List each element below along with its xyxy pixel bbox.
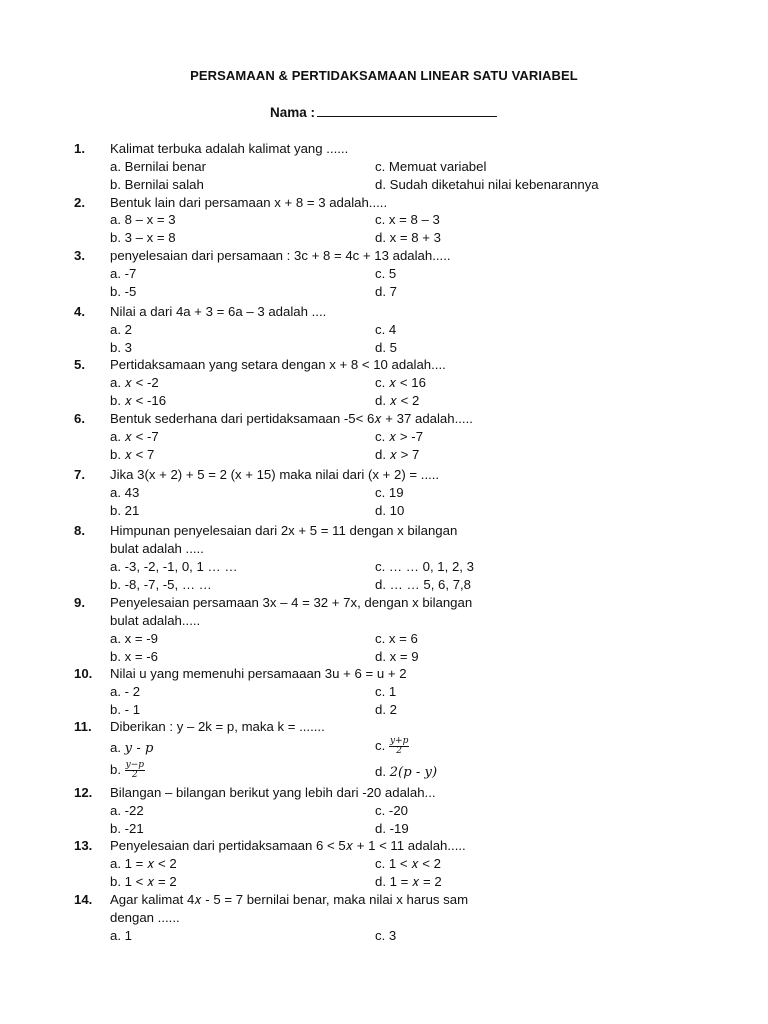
name-field [270, 104, 497, 120]
option-b: b. 𝑥 < -16 [110, 393, 167, 408]
question-number: 7. [74, 467, 85, 482]
question-stem: Bentuk lain dari persamaan x + 8 = 3 adalah..... [110, 195, 388, 210]
option-c: c. 3 [375, 928, 397, 943]
option-b-prefix: b. [110, 762, 121, 777]
question-stem: Bentuk sederhana dari pertidaksamaan -5< 6𝑥 + 37 adalah..... [110, 411, 473, 426]
option-a: a. -7 [110, 266, 137, 281]
option-b: b. -8, -7, -5, … … [110, 577, 212, 592]
option-b: b. -21 [110, 821, 144, 836]
option-d-prefix: d. [375, 764, 386, 779]
question-stem: Agar kalimat 4𝑥 - 5 = 7 bernilai benar, maka nilai x harus sam [110, 892, 469, 907]
option-a-math: 𝑦 - 𝑝 [124, 741, 154, 756]
option-b: b. 3 [110, 340, 132, 355]
question-number: 11. [74, 719, 92, 734]
fraction-numerator: 𝑦+𝑝 [389, 736, 409, 747]
option-a: a. 𝑥 < -7 [110, 429, 159, 444]
question-stem: Nilai u yang memenuhi persamaaan 3u + 6 = u + 2 [110, 666, 407, 681]
question-number: 8. [74, 523, 85, 538]
option-c: c. 1 [375, 684, 397, 699]
option-d: d. 7 [375, 284, 397, 299]
option-a: a. - 2 [110, 684, 141, 699]
question-number: 13. [74, 838, 93, 853]
question-stem: Nilai a dari 4a + 3 = 6a – 3 adalah .... [110, 304, 327, 319]
question-stem: Jika 3(x + 2) + 5 = 2 (x + 15) maka nilai dari (x + 2) = ..... [110, 467, 440, 482]
option-c: c. x = 6 [375, 631, 418, 646]
question-number: 5. [74, 357, 85, 372]
option-c: c. 19 [375, 485, 404, 500]
question-number: 10. [74, 666, 93, 681]
option-c: c. … … 0, 1, 2, 3 [375, 559, 474, 574]
question-number: 3. [74, 248, 85, 263]
question-stem-continued: dengan ...... [110, 910, 180, 925]
option-b: b. - 1 [110, 702, 141, 717]
option-d: d. 1 = 𝑥 = 2 [375, 874, 442, 889]
option-c: c. 𝑥 > -7 [375, 429, 424, 444]
option-c: c. x = 8 – 3 [375, 212, 440, 227]
fraction-numerator: 𝑦−𝑝 [125, 760, 145, 771]
question-number: 14. [74, 892, 93, 907]
option-a: a. 𝑥 < -2 [110, 375, 159, 390]
option-a: a. 8 – x = 3 [110, 212, 176, 227]
option-c: c. 4 [375, 322, 397, 337]
question-stem: Bilangan – bilangan berikut yang lebih dari -20 adalah... [110, 785, 436, 800]
option-a: a. 43 [110, 485, 140, 500]
question-stem: Kalimat terbuka adalah kalimat yang ...... [110, 141, 349, 156]
option-b: b. -5 [110, 284, 137, 299]
option-d: d. … … 5, 6, 7,8 [375, 577, 472, 592]
option-a: a. 1 = 𝑥 < 2 [110, 856, 177, 871]
option-a: a. -3, -2, -1, 0, 1 … … [110, 559, 238, 574]
option-d: d. 2 [375, 702, 397, 717]
option-d: d. 5 [375, 340, 397, 355]
question-stem: Penyelesaian dari pertidaksamaan 6 < 5𝑥 + 1 < 11 adalah..... [110, 838, 466, 853]
option-c: c. 1 < 𝑥 < 2 [375, 856, 441, 871]
option-a: a. Bernilai benar [110, 159, 207, 174]
option-b: b. 1 < 𝑥 = 2 [110, 874, 177, 889]
option-c: c. Memuat variabel [375, 159, 487, 174]
option-d: d. x = 9 [375, 649, 419, 664]
option-a [110, 739, 153, 758]
option-d: d. 𝑥 < 2 [375, 393, 420, 408]
name-label: Nama : [270, 105, 316, 120]
option-d: d. 10 [375, 503, 405, 518]
question-stem: Penyelesaian persamaan 3x – 4 = 32 + 7x, dengan x bilangan [110, 595, 473, 610]
fraction-denominator: 2 [132, 770, 138, 781]
question-number: 9. [74, 595, 85, 610]
question-number: 4. [74, 304, 85, 319]
option-d: d. Sudah diketahui nilai kebenarannya [375, 177, 599, 192]
option-a: a. 2 [110, 322, 132, 337]
option-d [375, 763, 437, 782]
option-b [110, 761, 145, 780]
worksheet-title: PERSAMAAN & PERTIDAKSAMAAN LINEAR SATU VARIABEL [190, 68, 578, 83]
option-d: d. x = 8 + 3 [375, 230, 441, 245]
name-blank-line [317, 104, 497, 117]
option-b: b. 21 [110, 503, 140, 518]
option-b: b. Bernilai salah [110, 177, 204, 192]
option-a-prefix: a. [110, 740, 121, 755]
question-number: 6. [74, 411, 85, 426]
option-a: a. -22 [110, 803, 144, 818]
option-b: b. 3 – x = 8 [110, 230, 176, 245]
question-stem: Pertidaksamaan yang setara dengan x + 8 < 10 adalah.... [110, 357, 446, 372]
question-number: 2. [74, 195, 85, 210]
option-d: d. 𝑥 > 7 [375, 447, 420, 462]
option-b: b. x = -6 [110, 649, 159, 664]
option-c-prefix: c. [375, 738, 386, 753]
option-d-math: 2(𝑝 - 𝑦) [389, 765, 438, 780]
question-number: 12. [74, 785, 93, 800]
option-b-fraction [125, 761, 145, 780]
question-stem: penyelesaian dari persamaan : 3c + 8 = 4c + 13 adalah..... [110, 248, 451, 263]
option-c: c. -20 [375, 803, 408, 818]
question-stem-continued: bulat adalah..... [110, 613, 201, 628]
option-b: b. 𝑥 < 7 [110, 447, 155, 462]
question-stem: Himpunan penyelesaian dari 2x + 5 = 11 dengan x bilangan [110, 523, 458, 538]
fraction-denominator: 2 [396, 746, 402, 757]
option-c-fraction [389, 737, 409, 756]
option-c: c. 5 [375, 266, 397, 281]
option-c: c. 𝑥 < 16 [375, 375, 426, 390]
question-stem: Diberikan : y – 2k = p, maka k = ....... [110, 719, 325, 734]
option-d: d. -19 [375, 821, 409, 836]
option-a: a. x = -9 [110, 631, 159, 646]
question-stem-continued: bulat adalah ..... [110, 541, 204, 556]
option-c [375, 737, 409, 756]
question-number: 1. [74, 141, 85, 156]
option-a: a. 1 [110, 928, 132, 943]
